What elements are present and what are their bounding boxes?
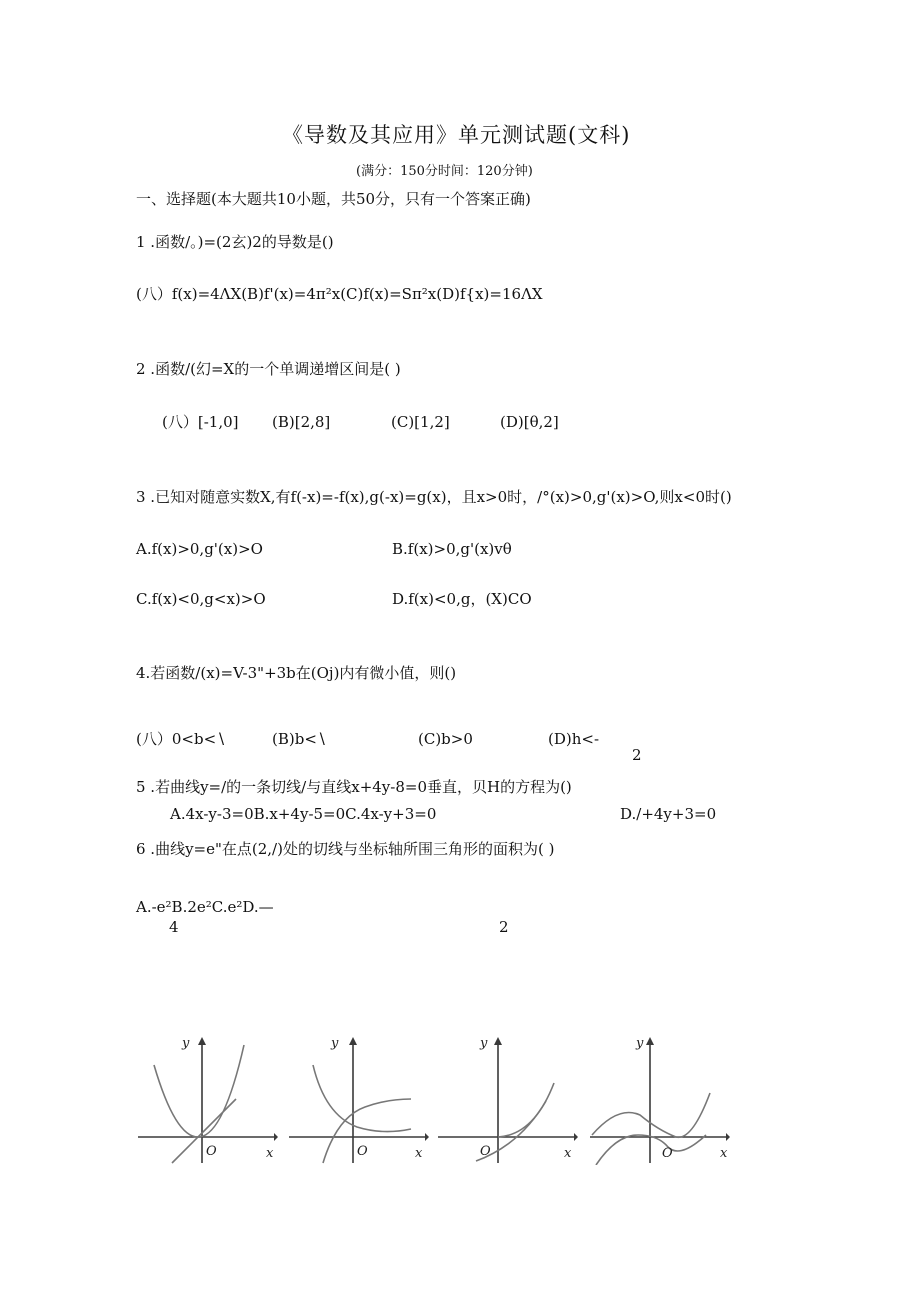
graph-2-x-label: x xyxy=(415,1146,423,1161)
question-3-option-d: D.f(x)<0,g，(X)CO xyxy=(392,590,532,608)
x-axis-arrow xyxy=(574,1133,578,1141)
graph-3 xyxy=(436,1035,578,1165)
graph-2-origin-label: O xyxy=(357,1144,368,1159)
question-3-option-b: B.f(x)>0,g'(x)vθ xyxy=(392,540,512,558)
line-curve-1 xyxy=(172,1099,236,1163)
graph-3-origin-label: O xyxy=(480,1144,491,1159)
graph-2 xyxy=(287,1035,429,1165)
graph-4-x-label: x xyxy=(720,1146,728,1161)
question-4-option-d: (D)h<- xyxy=(548,730,600,748)
question-6-options: A.-e²B.2e²C.e²D.— xyxy=(136,898,274,916)
graph-1-origin-label: O xyxy=(206,1144,217,1159)
question-1-stem: 1 .函数/。)=(2玄)2的导数是() xyxy=(136,233,334,251)
question-2-option-c: (C)[1,2] xyxy=(391,413,450,431)
graph-3-y-label: y xyxy=(480,1036,488,1051)
question-3-option-c: C.f(x)<0,g<x)>O xyxy=(136,590,266,608)
question-3-option-a: A.f(x)>0,g'(x)>O xyxy=(136,540,263,558)
section-heading: 一、选择题(本大题共10小题，共50分，只有一个答案正确) xyxy=(136,190,531,208)
question-2-option-d: (D)[θ,2] xyxy=(500,413,559,431)
question-5-stem: 5 .若曲线y=/的一条切线/与直线x+4y-8=0垂直，贝H的方程为() xyxy=(136,778,572,796)
graph-4-origin-label: O xyxy=(662,1146,673,1161)
question-2-option-b: (B)[2,8] xyxy=(272,413,331,431)
question-5-options-abc: A.4x-y-3=0B.x+4y-5=0C.4x-y+3=0 xyxy=(170,805,437,823)
question-1-options: (八）f(x)=4ΛX(B)f'(x)=4π²x(C)f(x)=Sπ²x(D)f{x)=16ΛX xyxy=(136,285,543,303)
question-4-option-c: (C)b>0 xyxy=(418,730,473,748)
question-4-option-a: (八）0<b<∖ xyxy=(136,730,226,748)
graph-1-x-label: x xyxy=(266,1146,274,1161)
question-4-stem: 4.若函数/(x)=V-3"+3b在(Oj)内有微小值，则() xyxy=(136,664,457,682)
question-3-stem: 3 .已知对随意实数X,有f(-x)=-f(x),g(-x)=g(x)，且x>0时，/°(x)>0,g'(x)>O,则x<0时() xyxy=(136,488,732,506)
question-5-option-d: D./+4y+3=0 xyxy=(620,805,717,823)
question-6-denominator-d: 2 xyxy=(499,918,509,936)
parabola-curve-1 xyxy=(154,1045,244,1137)
page-title: 《导数及其应用》单元测试题(文科) xyxy=(282,123,631,147)
question-2-option-a: (八）[-1,0] xyxy=(162,413,239,431)
graph-4-y-label: y xyxy=(636,1036,644,1051)
x-axis-arrow xyxy=(425,1133,429,1141)
question-6-stem: 6 .曲线y=e"在点(2,/)处的切线与坐标轴所围三角形的面积为( ) xyxy=(136,840,555,858)
question-6-denominator-a: 4 xyxy=(169,918,179,936)
graph-1-y-label: y xyxy=(182,1036,190,1051)
y-axis-arrow xyxy=(646,1037,654,1045)
graph-3-x-label: x xyxy=(564,1146,572,1161)
curve-4a xyxy=(592,1093,710,1137)
curve-4b xyxy=(596,1135,706,1165)
y-axis-arrow xyxy=(494,1037,502,1045)
graph-4 xyxy=(588,1035,730,1165)
page-subtitle: (满分：150分时间：120分钟) xyxy=(356,164,533,179)
question-2-stem: 2 .函数/(幻=X的一个单调递增区间是( ) xyxy=(136,360,401,378)
question-4-option-b: (B)b<∖ xyxy=(272,730,327,748)
question-4-fraction-denominator: 2 xyxy=(632,746,642,764)
x-axis-arrow xyxy=(726,1133,730,1141)
graph-2-y-label: y xyxy=(331,1036,339,1051)
y-axis-arrow xyxy=(349,1037,357,1045)
y-axis-arrow xyxy=(198,1037,206,1045)
curve-2a xyxy=(313,1065,411,1132)
graph-1 xyxy=(136,1035,278,1165)
x-axis-arrow xyxy=(274,1133,278,1141)
